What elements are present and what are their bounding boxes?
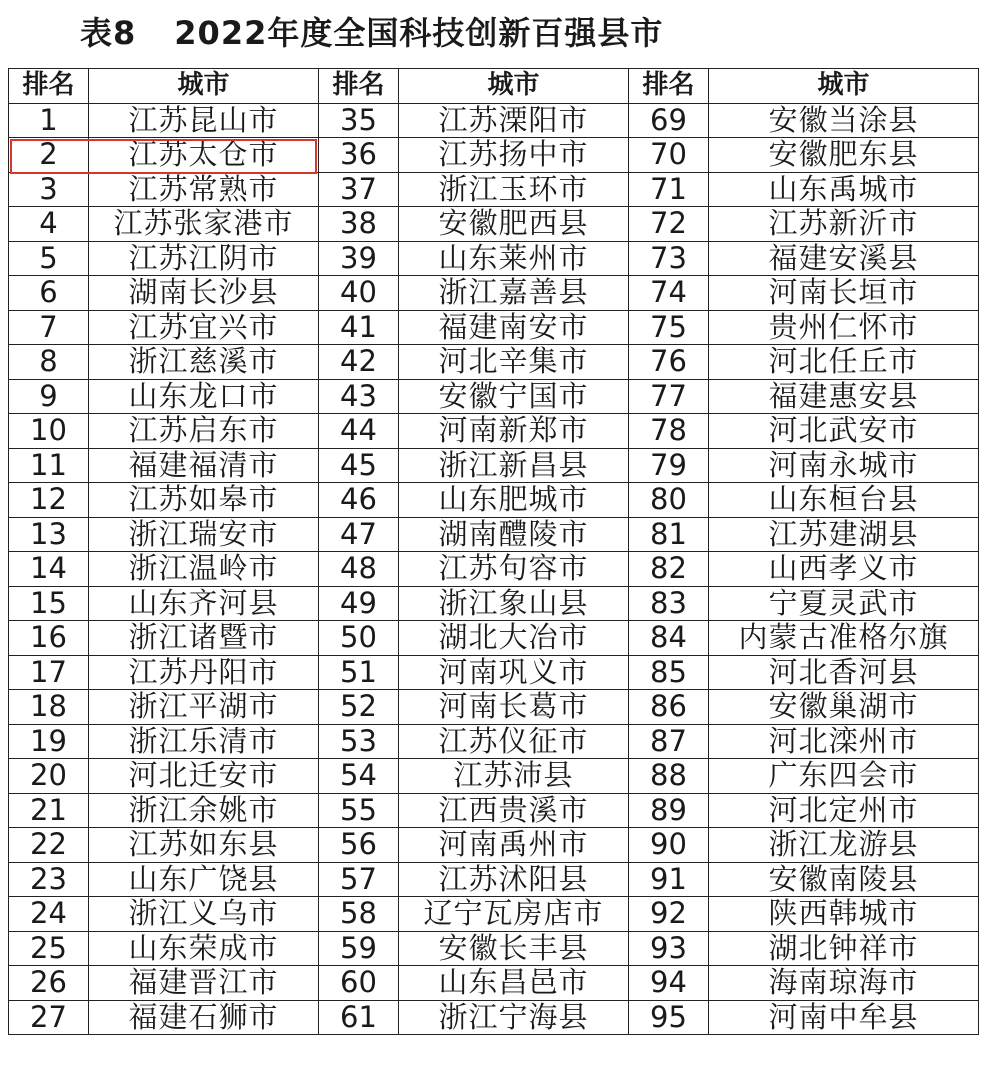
rank-cell: 25 bbox=[9, 931, 89, 966]
rank-cell: 58 bbox=[319, 897, 399, 932]
rank-cell: 2 bbox=[9, 138, 89, 173]
rank-cell: 36 bbox=[319, 138, 399, 173]
rank-cell: 19 bbox=[9, 724, 89, 759]
city-cell: 陕西韩城市 bbox=[709, 897, 979, 932]
city-cell: 湖南长沙县 bbox=[89, 276, 319, 311]
table-row bbox=[9, 241, 979, 276]
city-cell: 江苏丹阳市 bbox=[89, 655, 319, 690]
rank-cell: 59 bbox=[319, 931, 399, 966]
rank-cell: 57 bbox=[319, 862, 399, 897]
rank-cell: 41 bbox=[319, 310, 399, 345]
rank-cell: 92 bbox=[629, 897, 709, 932]
rank-cell: 55 bbox=[319, 793, 399, 828]
city-cell: 福建福清市 bbox=[89, 448, 319, 483]
table-row bbox=[9, 552, 979, 587]
city-cell: 福建惠安县 bbox=[709, 379, 979, 414]
rank-cell: 20 bbox=[9, 759, 89, 794]
table-row bbox=[9, 1000, 979, 1035]
city-cell: 河北香河县 bbox=[709, 655, 979, 690]
city-cell: 江苏宜兴市 bbox=[89, 310, 319, 345]
rank-cell: 60 bbox=[319, 966, 399, 1001]
rank-cell: 88 bbox=[629, 759, 709, 794]
rank-cell: 39 bbox=[319, 241, 399, 276]
city-cell: 河南长垣市 bbox=[709, 276, 979, 311]
rank-cell: 78 bbox=[629, 414, 709, 449]
table-row bbox=[9, 621, 979, 656]
city-cell: 江苏如东县 bbox=[89, 828, 319, 863]
city-cell: 山西孝义市 bbox=[709, 552, 979, 587]
rank-cell: 61 bbox=[319, 1000, 399, 1035]
rank-cell: 37 bbox=[319, 172, 399, 207]
table-row bbox=[9, 448, 979, 483]
rank-cell: 50 bbox=[319, 621, 399, 656]
rank-cell: 42 bbox=[319, 345, 399, 380]
city-cell: 安徽长丰县 bbox=[399, 931, 629, 966]
city-cell: 安徽巢湖市 bbox=[709, 690, 979, 725]
rank-cell: 53 bbox=[319, 724, 399, 759]
rank-cell: 38 bbox=[319, 207, 399, 242]
rank-cell: 14 bbox=[9, 552, 89, 587]
city-cell: 安徽肥西县 bbox=[399, 207, 629, 242]
rank-cell: 56 bbox=[319, 828, 399, 863]
city-cell: 安徽宁国市 bbox=[399, 379, 629, 414]
table-row bbox=[9, 379, 979, 414]
city-cell: 辽宁瓦房店市 bbox=[399, 897, 629, 932]
city-cell: 海南琼海市 bbox=[709, 966, 979, 1001]
city-cell: 湖北大冶市 bbox=[399, 621, 629, 656]
rank-cell: 7 bbox=[9, 310, 89, 345]
city-cell: 江苏溧阳市 bbox=[399, 103, 629, 138]
city-cell: 河南新郑市 bbox=[399, 414, 629, 449]
rank-cell: 1 bbox=[9, 103, 89, 138]
rank-cell: 91 bbox=[629, 862, 709, 897]
city-cell: 山东莱州市 bbox=[399, 241, 629, 276]
city-cell: 河北定州市 bbox=[709, 793, 979, 828]
city-cell: 浙江义乌市 bbox=[89, 897, 319, 932]
rank-cell: 69 bbox=[629, 103, 709, 138]
rank-cell: 49 bbox=[319, 586, 399, 621]
rank-cell: 9 bbox=[9, 379, 89, 414]
table-row bbox=[9, 276, 979, 311]
rank-cell: 86 bbox=[629, 690, 709, 725]
table-row bbox=[9, 655, 979, 690]
city-cell: 贵州仁怀市 bbox=[709, 310, 979, 345]
header-rank: 排名 bbox=[9, 69, 89, 104]
table-title-text: 2022年度全国科技创新百强县市 bbox=[174, 14, 664, 52]
city-cell: 安徽当涂县 bbox=[709, 103, 979, 138]
rank-cell: 24 bbox=[9, 897, 89, 932]
city-cell: 浙江瑞安市 bbox=[89, 517, 319, 552]
rank-cell: 11 bbox=[9, 448, 89, 483]
rank-cell: 17 bbox=[9, 655, 89, 690]
city-cell: 河南永城市 bbox=[709, 448, 979, 483]
city-cell: 河南长葛市 bbox=[399, 690, 629, 725]
city-cell: 江苏启东市 bbox=[89, 414, 319, 449]
rank-cell: 79 bbox=[629, 448, 709, 483]
rank-cell: 13 bbox=[9, 517, 89, 552]
rank-cell: 90 bbox=[629, 828, 709, 863]
rank-cell: 6 bbox=[9, 276, 89, 311]
table-row bbox=[9, 897, 979, 932]
city-cell: 福建安溪县 bbox=[709, 241, 979, 276]
table-row bbox=[9, 310, 979, 345]
table-body bbox=[9, 103, 979, 1035]
rank-cell: 46 bbox=[319, 483, 399, 518]
ranking-table bbox=[8, 68, 979, 1035]
city-cell: 河北任丘市 bbox=[709, 345, 979, 380]
city-cell: 浙江温岭市 bbox=[89, 552, 319, 587]
city-cell: 河南巩义市 bbox=[399, 655, 629, 690]
city-cell: 浙江平湖市 bbox=[89, 690, 319, 725]
header-rank: 排名 bbox=[629, 69, 709, 104]
header-city: 城市 bbox=[709, 69, 979, 104]
city-cell: 山东龙口市 bbox=[89, 379, 319, 414]
city-cell: 内蒙古准格尔旗 bbox=[709, 621, 979, 656]
rank-cell: 45 bbox=[319, 448, 399, 483]
city-cell: 湖南醴陵市 bbox=[399, 517, 629, 552]
city-cell: 山东广饶县 bbox=[89, 862, 319, 897]
rank-cell: 4 bbox=[9, 207, 89, 242]
rank-cell: 27 bbox=[9, 1000, 89, 1035]
table-row bbox=[9, 414, 979, 449]
table-row bbox=[9, 345, 979, 380]
rank-cell: 43 bbox=[319, 379, 399, 414]
city-cell: 江苏仪征市 bbox=[399, 724, 629, 759]
rank-cell: 81 bbox=[629, 517, 709, 552]
header-city: 城市 bbox=[89, 69, 319, 104]
table-row bbox=[9, 966, 979, 1001]
city-cell: 浙江余姚市 bbox=[89, 793, 319, 828]
city-cell: 江苏如皋市 bbox=[89, 483, 319, 518]
city-cell: 江苏扬中市 bbox=[399, 138, 629, 173]
table-row bbox=[9, 138, 979, 173]
city-cell: 江西贵溪市 bbox=[399, 793, 629, 828]
city-cell: 广东四会市 bbox=[709, 759, 979, 794]
city-cell: 浙江新昌县 bbox=[399, 448, 629, 483]
rank-cell: 83 bbox=[629, 586, 709, 621]
rank-cell: 95 bbox=[629, 1000, 709, 1035]
city-cell: 河北武安市 bbox=[709, 414, 979, 449]
rank-cell: 52 bbox=[319, 690, 399, 725]
table-row bbox=[9, 862, 979, 897]
city-cell: 浙江龙游县 bbox=[709, 828, 979, 863]
city-cell: 河南禹州市 bbox=[399, 828, 629, 863]
rank-cell: 76 bbox=[629, 345, 709, 380]
city-cell: 江苏新沂市 bbox=[709, 207, 979, 242]
city-cell: 河北滦州市 bbox=[709, 724, 979, 759]
table-number: 表8 bbox=[80, 14, 137, 52]
table-row bbox=[9, 172, 979, 207]
table-row bbox=[9, 207, 979, 242]
city-cell: 山东禹城市 bbox=[709, 172, 979, 207]
table-row bbox=[9, 931, 979, 966]
rank-cell: 75 bbox=[629, 310, 709, 345]
rank-cell: 54 bbox=[319, 759, 399, 794]
rank-cell: 82 bbox=[629, 552, 709, 587]
city-cell: 山东昌邑市 bbox=[399, 966, 629, 1001]
table-title bbox=[80, 8, 663, 58]
rank-cell: 84 bbox=[629, 621, 709, 656]
header-rank: 排名 bbox=[319, 69, 399, 104]
city-cell: 山东桓台县 bbox=[709, 483, 979, 518]
rank-cell: 21 bbox=[9, 793, 89, 828]
city-cell: 山东荣成市 bbox=[89, 931, 319, 966]
rank-cell: 16 bbox=[9, 621, 89, 656]
rank-cell: 35 bbox=[319, 103, 399, 138]
table-row bbox=[9, 517, 979, 552]
rank-cell: 85 bbox=[629, 655, 709, 690]
rank-cell: 40 bbox=[319, 276, 399, 311]
table-row bbox=[9, 759, 979, 794]
rank-cell: 77 bbox=[629, 379, 709, 414]
city-cell: 河北迁安市 bbox=[89, 759, 319, 794]
city-cell: 安徽南陵县 bbox=[709, 862, 979, 897]
rank-cell: 72 bbox=[629, 207, 709, 242]
table-row bbox=[9, 483, 979, 518]
rank-cell: 94 bbox=[629, 966, 709, 1001]
table-row bbox=[9, 793, 979, 828]
table-row bbox=[9, 586, 979, 621]
rank-cell: 44 bbox=[319, 414, 399, 449]
city-cell: 江苏昆山市 bbox=[89, 103, 319, 138]
rank-cell: 10 bbox=[9, 414, 89, 449]
rank-cell: 73 bbox=[629, 241, 709, 276]
header-city: 城市 bbox=[399, 69, 629, 104]
rank-cell: 74 bbox=[629, 276, 709, 311]
city-cell: 浙江乐清市 bbox=[89, 724, 319, 759]
rank-cell: 48 bbox=[319, 552, 399, 587]
rank-cell: 80 bbox=[629, 483, 709, 518]
rank-cell: 3 bbox=[9, 172, 89, 207]
rank-cell: 47 bbox=[319, 517, 399, 552]
city-cell: 江苏句容市 bbox=[399, 552, 629, 587]
rank-cell: 70 bbox=[629, 138, 709, 173]
table-row bbox=[9, 724, 979, 759]
city-cell: 浙江宁海县 bbox=[399, 1000, 629, 1035]
rank-cell: 51 bbox=[319, 655, 399, 690]
city-cell: 福建石狮市 bbox=[89, 1000, 319, 1035]
city-cell: 江苏建湖县 bbox=[709, 517, 979, 552]
city-cell: 江苏常熟市 bbox=[89, 172, 319, 207]
city-cell: 浙江象山县 bbox=[399, 586, 629, 621]
rank-cell: 93 bbox=[629, 931, 709, 966]
city-cell: 福建晋江市 bbox=[89, 966, 319, 1001]
city-cell: 浙江嘉善县 bbox=[399, 276, 629, 311]
city-cell: 河南中牟县 bbox=[709, 1000, 979, 1035]
city-cell: 江苏沭阳县 bbox=[399, 862, 629, 897]
city-cell: 山东肥城市 bbox=[399, 483, 629, 518]
city-cell: 山东齐河县 bbox=[89, 586, 319, 621]
city-cell: 江苏沛县 bbox=[399, 759, 629, 794]
table-row bbox=[9, 103, 979, 138]
rank-cell: 22 bbox=[9, 828, 89, 863]
city-cell: 江苏江阴市 bbox=[89, 241, 319, 276]
rank-cell: 26 bbox=[9, 966, 89, 1001]
city-cell: 浙江诸暨市 bbox=[89, 621, 319, 656]
rank-cell: 15 bbox=[9, 586, 89, 621]
city-cell: 江苏张家港市 bbox=[89, 207, 319, 242]
rank-cell: 89 bbox=[629, 793, 709, 828]
city-cell: 河北辛集市 bbox=[399, 345, 629, 380]
rank-cell: 5 bbox=[9, 241, 89, 276]
city-cell: 浙江玉环市 bbox=[399, 172, 629, 207]
table-header-row bbox=[9, 69, 979, 104]
rank-cell: 18 bbox=[9, 690, 89, 725]
city-cell: 安徽肥东县 bbox=[709, 138, 979, 173]
city-cell: 宁夏灵武市 bbox=[709, 586, 979, 621]
rank-cell: 12 bbox=[9, 483, 89, 518]
city-cell: 浙江慈溪市 bbox=[89, 345, 319, 380]
table-row bbox=[9, 690, 979, 725]
city-cell: 福建南安市 bbox=[399, 310, 629, 345]
rank-cell: 71 bbox=[629, 172, 709, 207]
rank-cell: 87 bbox=[629, 724, 709, 759]
table-row bbox=[9, 828, 979, 863]
city-cell: 湖北钟祥市 bbox=[709, 931, 979, 966]
rank-cell: 8 bbox=[9, 345, 89, 380]
city-cell: 江苏太仓市 bbox=[89, 138, 319, 173]
rank-cell: 23 bbox=[9, 862, 89, 897]
